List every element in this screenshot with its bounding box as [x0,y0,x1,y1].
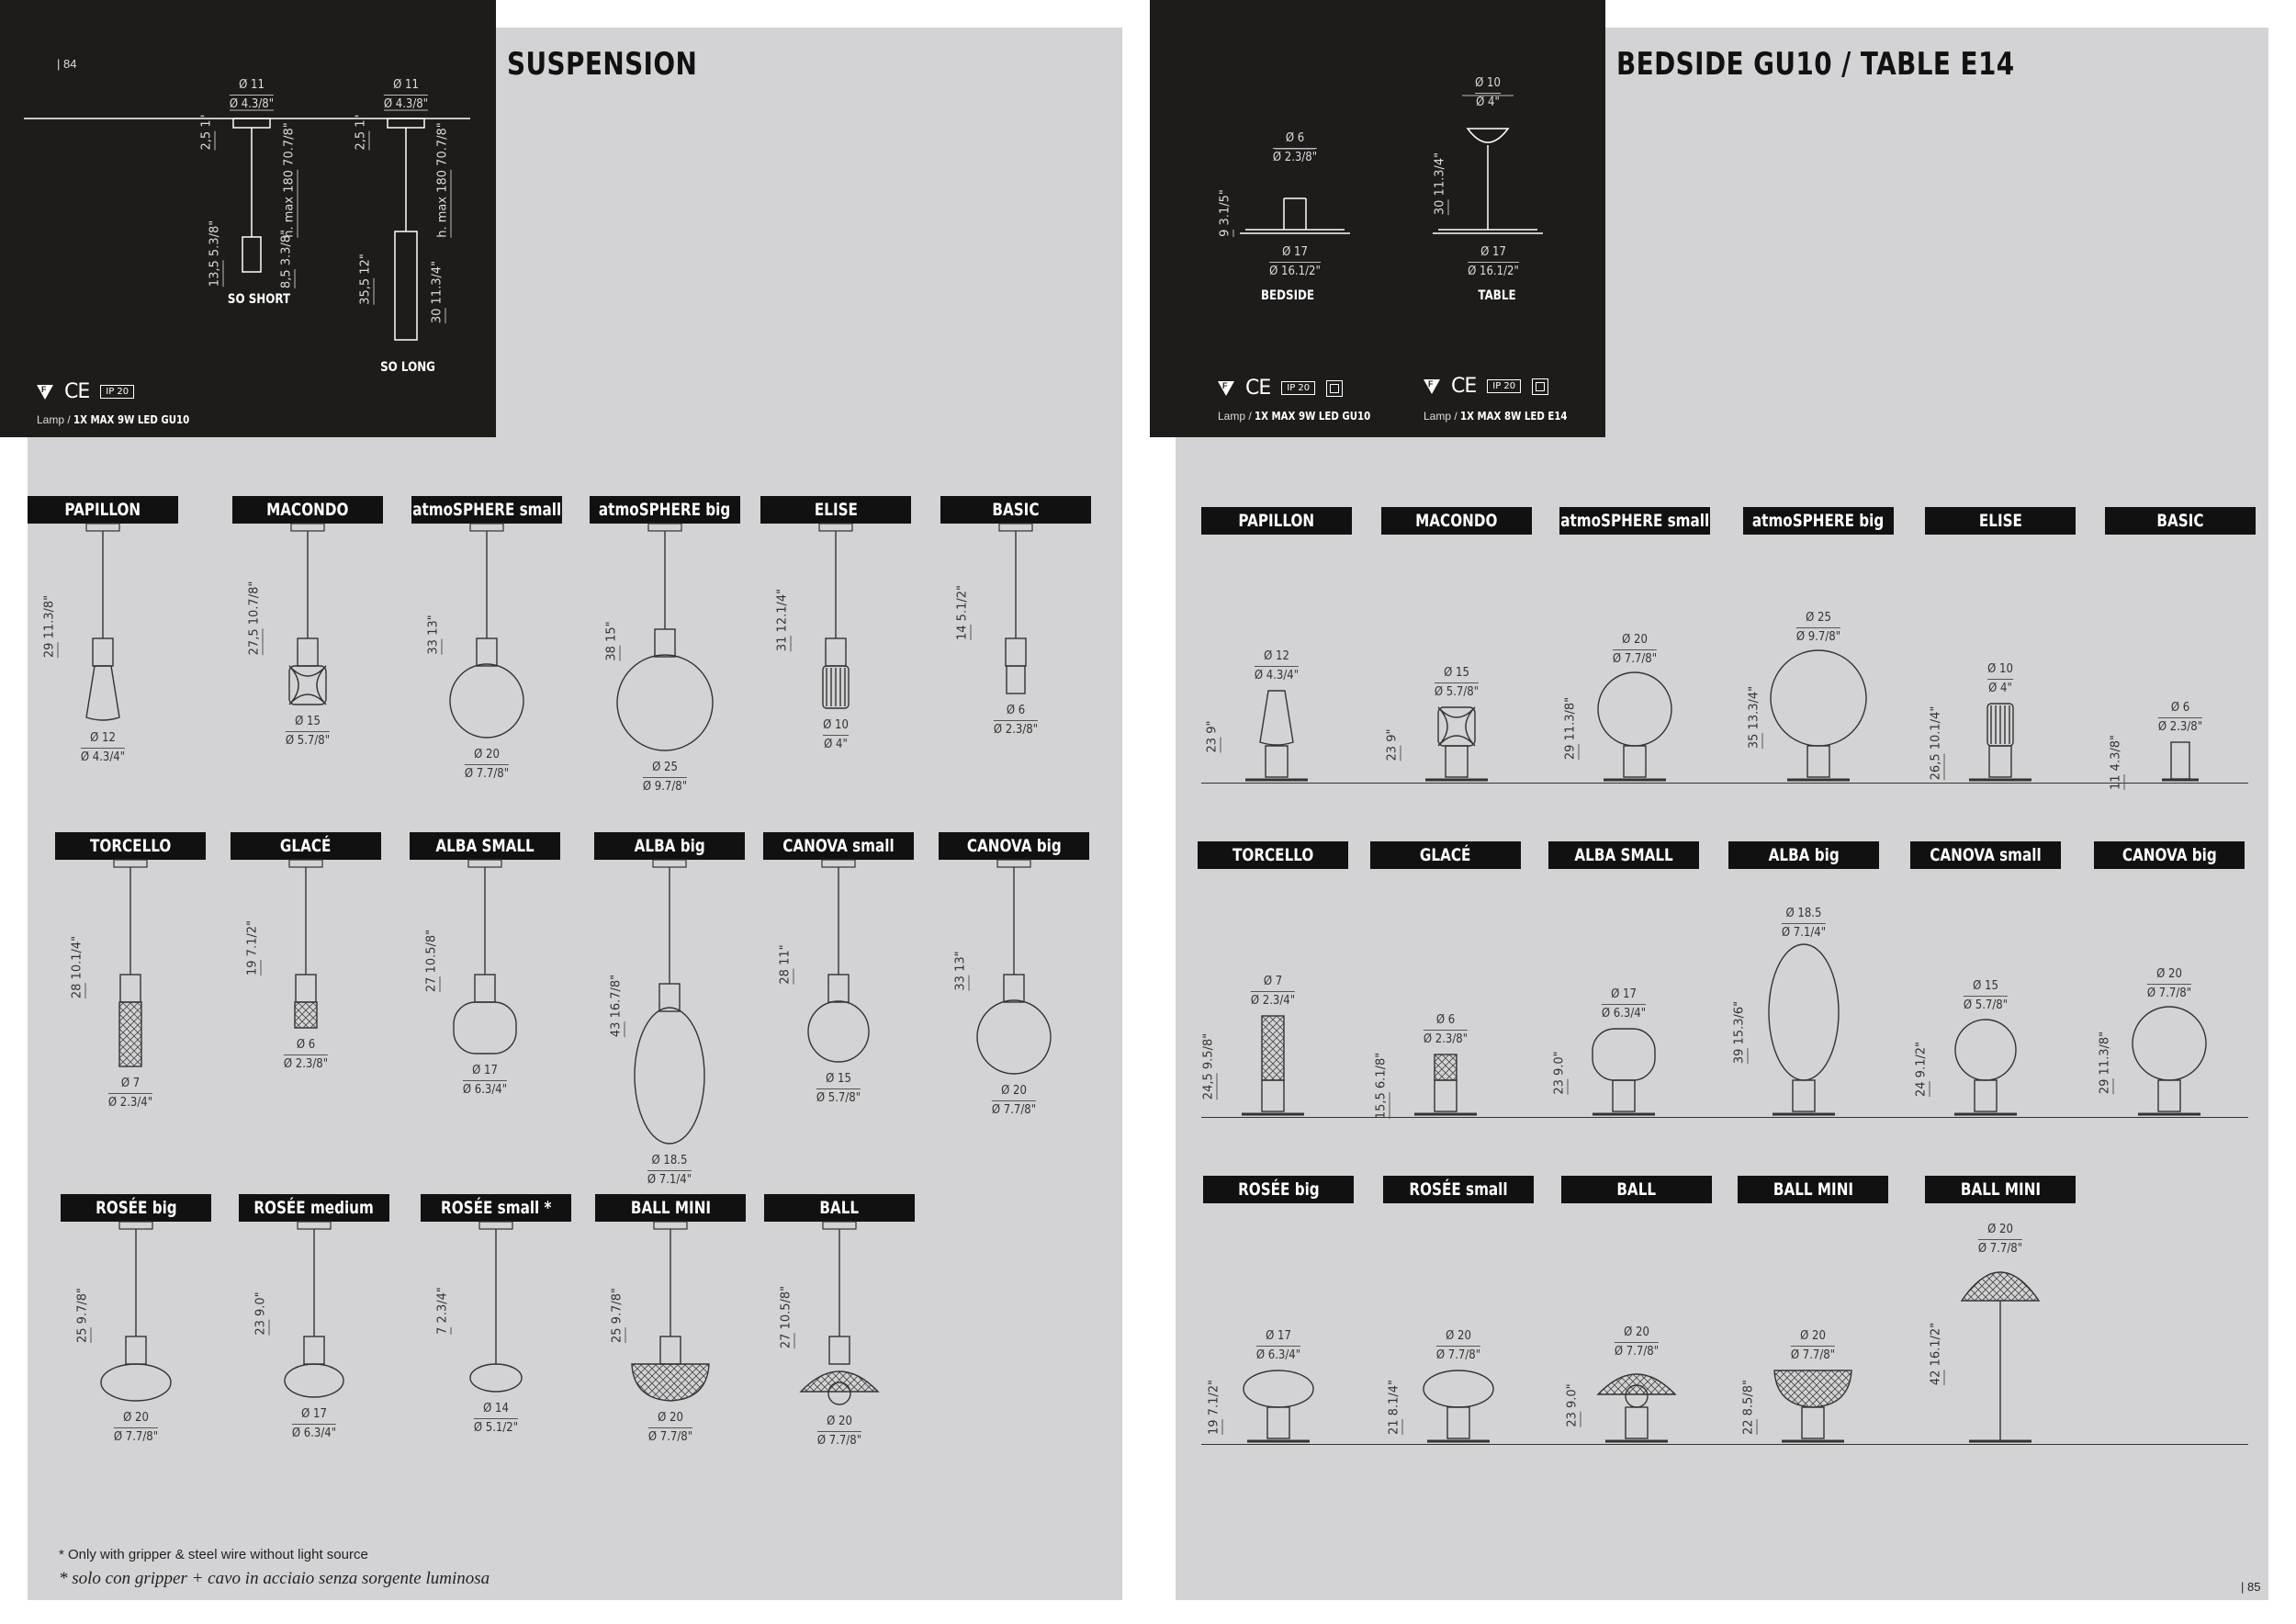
diameter-dimension: Ø 17 Ø 6.3/4" [1256,1328,1300,1365]
product-label [1383,1176,1534,1203]
diameter-dimension: Ø 12 Ø 4.3/4" [1255,648,1299,685]
shade-shape [285,1364,343,1397]
product-label [1381,507,1532,535]
pendant-drawing [395,524,579,836]
shade-shape [617,655,713,750]
product-label [940,496,1091,524]
product-label-text: GLACÉ [280,836,332,856]
lamp-holder [93,638,113,666]
height-dimension: 33 13" [953,950,968,991]
stem [1989,746,2011,777]
canopy [114,860,147,867]
diameter-dimension: Ø 7 Ø 2.3/4" [108,1076,152,1112]
pendant-drawing [922,860,1106,1172]
pendant-drawing [222,1222,406,1534]
product-label [939,832,1089,860]
class-ii-icon [1326,380,1343,397]
product-label-text: BALL [819,1198,860,1218]
product-label-text: CANOVA big [2122,845,2217,865]
right-cert-marks-2 [1424,375,1548,398]
canopy [86,524,119,531]
pendant-drawing [393,860,577,1172]
diameter-dimension: Ø 10 Ø 4" [823,717,849,754]
product-label-text: atmoSPHERE small [412,500,561,520]
height-dimension: 25 9.7/8" [610,1287,625,1343]
product-label-text: CANOVA big [966,836,1062,856]
lamp-holder [826,638,846,666]
lamp-holder [296,975,316,1002]
canopy [468,860,501,867]
stem [1802,1407,1824,1438]
shade-shape [1771,650,1866,746]
product-label [1738,1176,1888,1203]
table-base-diameter: Ø 17 Ø 16.1/2" [1468,244,1519,281]
product-label-text: BASIC [2156,511,2204,531]
diameter-dimension: Ø 20 Ø 7.7/8" [817,1414,861,1450]
lamp-holder [660,1336,681,1364]
lamp-holder [829,1336,850,1364]
diameter-dimension: Ø 17 Ø 6.3/4" [1602,987,1646,1023]
diameter-dimension: Ø 18.5 Ø 7.1/4" [1782,906,1826,942]
shade-shape [450,664,523,738]
product-label-text: PAPILLON [64,500,141,520]
canopy [997,860,1030,867]
diameter-dimension: Ø 20 Ø 7.7/8" [114,1410,158,1447]
f-mark-icon [37,385,53,400]
product-label-text: atmoSPHERE small [1560,511,1709,531]
height-dimension: 14 5.1/2" [955,584,970,640]
product-label [28,496,178,524]
product-label-text: ALBA big [634,836,705,856]
product-label [411,496,562,524]
product-label-text: ELISE [814,500,858,520]
diameter-dimension: Ø 20 Ø 7.7/8" [2147,966,2191,1003]
ip-rating: IP 20 [1487,379,1521,393]
shade-shape [470,1364,522,1392]
product-label-text: ELISE [1978,511,2022,531]
stem [1793,1080,1815,1111]
product-label [2105,507,2256,535]
shade-shape [1955,1020,2016,1080]
diameter-dimension: Ø 25 Ø 9.7/8" [643,760,687,796]
product-label-text: BASIC [992,500,1040,520]
height-dimension: 23 9.0" [1565,1383,1580,1427]
shade-shape [808,1001,869,1062]
product-label [1925,1176,2076,1203]
product-label-text: ALBA SMALL [435,836,535,856]
height-dimension: 28 10.1/4" [70,935,84,998]
product-label-text: ALBA SMALL [1574,845,1673,865]
diameter-dimension: Ø 15 Ø 5.7/8" [1964,978,2008,1015]
so-short-body: 8,5 3.3/8" [279,229,294,289]
lamp-holder [655,629,675,657]
height-dimension: 43 16.7/8" [609,974,624,1037]
ce-mark-icon: CE [64,380,90,403]
shade-shape [1435,1054,1457,1080]
left-page-title: SUSPENSION [507,46,698,83]
footnote-it: * solo con gripper + cavo in acciaio senza sorgente luminosa [59,1569,490,1588]
left-cert-marks [37,380,134,403]
canopy [289,860,322,867]
pendant-drawing [11,524,195,836]
diameter-dimension: Ø 12 Ø 4.3/4" [81,730,125,767]
pendant-drawing [44,1222,228,1534]
canopy [999,524,1032,531]
so-short-total: 13,5 5.3/8" [208,220,222,288]
f-mark-icon [1218,381,1234,396]
pendant-drawing [744,524,928,836]
stem [1262,1080,1284,1111]
right-page-title: BEDSIDE GU10 / TABLE E14 [1616,46,2015,83]
product-label [239,1194,389,1222]
ip-rating: IP 20 [1281,381,1315,395]
ce-mark-icon: CE [1245,377,1271,400]
stem [1435,1080,1457,1111]
stem [1266,746,1288,777]
product-label [1548,841,1699,869]
diameter-dimension: Ø 20 Ø 7.7/8" [1613,632,1657,669]
height-dimension: 24 9.1/2" [1914,1041,1929,1097]
product-label-text: CANOVA small [1930,845,2042,865]
height-dimension: 42 16.1/2" [1929,1322,1943,1386]
shade-shape [119,1002,141,1066]
diameter-dimension: Ø 17 Ø 6.3/4" [463,1063,507,1100]
product-label-text: TORCELLO [1232,845,1314,865]
diameter-dimension: Ø 14 Ø 5.1/2" [474,1401,518,1438]
diameter-dimension: Ø 20 Ø 7.7/8" [1791,1328,1835,1365]
product-label-text: atmoSPHERE big [1752,511,1885,531]
height-dimension: 38 15" [604,620,619,661]
canopy [119,1222,152,1229]
diameter-dimension: Ø 6 Ø 2.3/8" [284,1037,328,1074]
shade-shape [2133,1007,2206,1080]
product-label [590,496,740,524]
product-label-text: ROSÉE small [1409,1179,1508,1200]
product-label [1201,507,1352,535]
height-dimension: 23 9.0" [1552,1051,1567,1095]
height-dimension: 23 9" [1385,728,1400,761]
lamp-holder [120,975,141,1002]
height-dimension: 29 11.3/8" [1563,696,1578,761]
lamp-holder [304,1336,324,1364]
height-dimension: 23 9.0" [253,1291,268,1336]
product-label [595,1194,746,1222]
table-height: 30 11.3/4" [1433,152,1447,216]
height-dimension: 27 10.5/8" [424,929,439,992]
product-label-text: CANOVA small [782,836,895,856]
stem [2158,1080,2180,1111]
so-long-diameter: Ø 11 Ø 4.3/8" [384,77,428,114]
product-label [1203,1176,1354,1203]
shade-shape [2171,742,2189,779]
shade-shape [454,1002,516,1054]
pendant-drawing [216,524,400,836]
product-label-text: BALL MINI [1960,1179,2041,1200]
shade-shape [101,1364,171,1401]
stem [1807,746,1829,777]
diameter-dimension: Ø 20 Ø 7.7/8" [1978,1222,2022,1258]
class-ii-icon [1532,378,1548,395]
product-label [231,832,381,860]
product-label [764,1194,915,1222]
diameter-dimension: Ø 15 Ø 5.7/8" [1435,665,1479,702]
product-label-text: BALL MINI [630,1198,711,1218]
product-label [61,1194,211,1222]
footnote-en: * Only with gripper & steel wire without light source [59,1547,368,1562]
bedside-label: BEDSIDE [1260,288,1315,303]
stem [1446,746,1468,777]
diameter-dimension: Ø 20 Ø 7.7/8" [648,1410,692,1447]
product-label-text: TORCELLO [89,836,172,856]
ip-rating: IP 20 [100,385,134,399]
bedside-top-diameter: Ø 6 Ø 2.3/8" [1273,130,1317,167]
canopy [479,1222,512,1229]
height-dimension: 29 11.3/8" [2098,1031,2112,1095]
right-cert-marks-1 [1218,377,1343,400]
ce-mark-icon: CE [1451,375,1477,398]
shade-shape [977,1000,1051,1074]
diameter-dimension: Ø 20 Ø 7.7/8" [1436,1328,1480,1365]
height-dimension: 23 9" [1205,720,1220,753]
product-label [1561,1176,1712,1203]
diameter-dimension: Ø 10 Ø 4" [1987,661,2013,698]
diameter-dimension: Ø 20 Ø 7.7/8" [1615,1325,1659,1361]
pendant-drawing [579,1222,762,1534]
diameter-dimension: Ø 6 Ø 2.3/8" [994,703,1038,739]
stem [1447,1407,1469,1438]
product-label-text: GLACÉ [1420,845,1471,865]
so-short-diameter: Ø 11 Ø 4.3/8" [230,77,274,114]
diameter-dimension: Ø 6 Ø 2.3/8" [1424,1012,1468,1049]
lamp-holder [126,1336,146,1364]
pendant-drawing [924,524,1108,836]
product-label-text: ROSÉE medium [253,1198,375,1218]
f-mark-icon [1424,379,1440,394]
so-short-cable: h. max 180 70.7/8" [282,122,297,238]
product-label-text: ROSÉE big [95,1198,177,1218]
right-lamp-spec-1: Lamp / 1X MAX 9W LED GU10 [1218,410,1371,423]
bedside-base-diameter: Ø 17 Ø 16.1/2" [1269,244,1321,281]
so-long-cable: h. max 180 70.7/8" [435,122,450,238]
stem [1626,1407,1648,1438]
product-label-text: BALL [1616,1179,1657,1200]
height-dimension: 31 12.1/4" [775,588,790,651]
product-label-text: ROSÉE small * [440,1198,552,1218]
product-label-text: PAPILLON [1238,511,1315,531]
height-dimension: 27 10.5/8" [779,1285,793,1348]
height-dimension: 11 4.3/8" [2109,735,2123,790]
stem [1267,1407,1289,1438]
so-short-canopy: 2,5 1" [199,114,214,151]
height-dimension: 24,5 9.5/8" [1201,1032,1216,1100]
diameter-dimension: Ø 18.5 Ø 7.1/4" [647,1153,692,1190]
right-page-number: | 85 [2241,1580,2261,1594]
shade-shape [801,1371,878,1392]
canopy [648,524,681,531]
product-label [1743,507,1894,535]
product-label [1370,841,1521,869]
so-long-body: 30 11.3/4" [430,260,445,324]
canopy [654,1222,687,1229]
shade-shape [632,1364,709,1401]
shade-shape [1769,944,1839,1080]
canopy [822,860,855,867]
so-long-label: SO LONG [380,360,435,375]
diameter-dimension: Ø 15 Ø 5.7/8" [816,1071,861,1108]
product-label [2094,841,2245,869]
canopy [298,1222,331,1229]
product-label [232,496,383,524]
shade-shape [86,666,119,720]
product-label [763,832,914,860]
product-label-text: ROSÉE big [1237,1179,1320,1200]
product-label [1910,841,2061,869]
shade-shape [1260,691,1293,745]
product-label-text: ALBA big [1768,845,1840,865]
lamp-holder [477,638,497,666]
shade-shape [1962,1272,2039,1301]
canopy [291,524,324,531]
shade-shape [1598,1374,1675,1394]
product-label [1559,507,1710,535]
lamp-holder [1004,975,1024,1002]
so-long-total: 35,5 12" [358,254,373,305]
pendant-drawing [39,860,222,1172]
shade-shape [1593,1029,1655,1080]
height-dimension: 27,5 10.7/8" [247,581,262,655]
diameter-dimension: Ø 20 Ø 7.7/8" [992,1083,1036,1120]
height-dimension: 15,5 6.1/8" [1374,1052,1389,1120]
shade-shape [1424,1370,1493,1407]
diameter-dimension: Ø 25 Ø 9.7/8" [1796,610,1840,647]
product-label [1198,841,1348,869]
product-label [760,496,911,524]
lamp-holder [828,975,849,1002]
shade-shape [1262,1016,1284,1080]
product-label-text: MACONDO [266,500,349,520]
pendant-drawing [747,860,930,1172]
pendant-drawing [578,860,761,1172]
height-dimension: 25 9.7/8" [75,1287,90,1343]
stem [1613,1080,1635,1111]
so-short-label: SO SHORT [227,292,291,307]
canopy [823,1222,856,1229]
right-lamp-spec-2: Lamp / 1X MAX 8W LED E14 [1424,410,1568,423]
stem [1624,746,1646,777]
shade-shape [1007,666,1025,694]
height-dimension: 39 15.3/6" [1732,1000,1747,1065]
diameter-dimension: Ø 17 Ø 6.3/4" [292,1406,336,1443]
height-dimension: 21 8.1/4" [1387,1380,1401,1435]
bedside-height: 9 3.1/5" [1218,189,1232,237]
height-dimension: 29 11.3/8" [42,594,57,658]
product-label [55,832,206,860]
height-dimension: 22 8.5/8" [1741,1380,1756,1435]
shade-facet [289,666,326,705]
pendant-drawing [748,1222,931,1534]
diameter-dimension: Ø 7 Ø 2.3/4" [1251,974,1295,1010]
left-lamp-spec: Lamp / 1X MAX 9W LED GU10 [37,413,190,426]
height-dimension: 7 2.3/4" [435,1286,450,1335]
lamp-holder [298,638,318,666]
height-dimension: 35 13.3/4" [1747,685,1761,750]
height-dimension: 33 13" [426,614,441,655]
height-dimension: 19 7.1/2" [1207,1380,1221,1435]
product-label [410,832,560,860]
product-label-text: atmoSPHERE big [599,500,731,520]
lamp-holder [475,975,495,1002]
pendant-drawing [404,1222,588,1534]
shade-facet [1438,707,1475,746]
product-label [421,1194,571,1222]
product-label [1925,507,2076,535]
product-label [594,832,745,860]
canopy [653,860,686,867]
shade-shape [635,1008,704,1144]
shade-shape [1244,1370,1313,1407]
height-dimension: 26,5 10.1/4" [1929,705,1943,781]
canopy [819,524,852,531]
shade-shape [1774,1370,1851,1407]
left-page-number: | 84 [57,57,77,71]
stem [1975,1080,1997,1111]
so-long-canopy: 2,5 1" [354,114,368,151]
height-dimension: 19 7.1/2" [245,919,260,976]
pendant-drawing [214,860,398,1172]
table-label: TABLE [1478,288,1516,303]
height-dimension: 28 11" [778,944,793,985]
lamp-holder [1006,638,1026,666]
diameter-dimension: Ø 20 Ø 7.7/8" [465,747,509,784]
product-label-text: BALL MINI [1773,1179,1853,1200]
shade-shape [1598,672,1671,746]
shade-shape [295,1002,317,1028]
product-label-text: MACONDO [1415,511,1498,531]
diameter-dimension: Ø 15 Ø 5.7/8" [286,714,330,750]
product-label [1728,841,1879,869]
table-top-diameter: Ø 10 Ø 4" [1475,75,1501,112]
diameter-dimension: Ø 6 Ø 2.3/8" [2158,700,2202,737]
canopy [470,524,503,531]
